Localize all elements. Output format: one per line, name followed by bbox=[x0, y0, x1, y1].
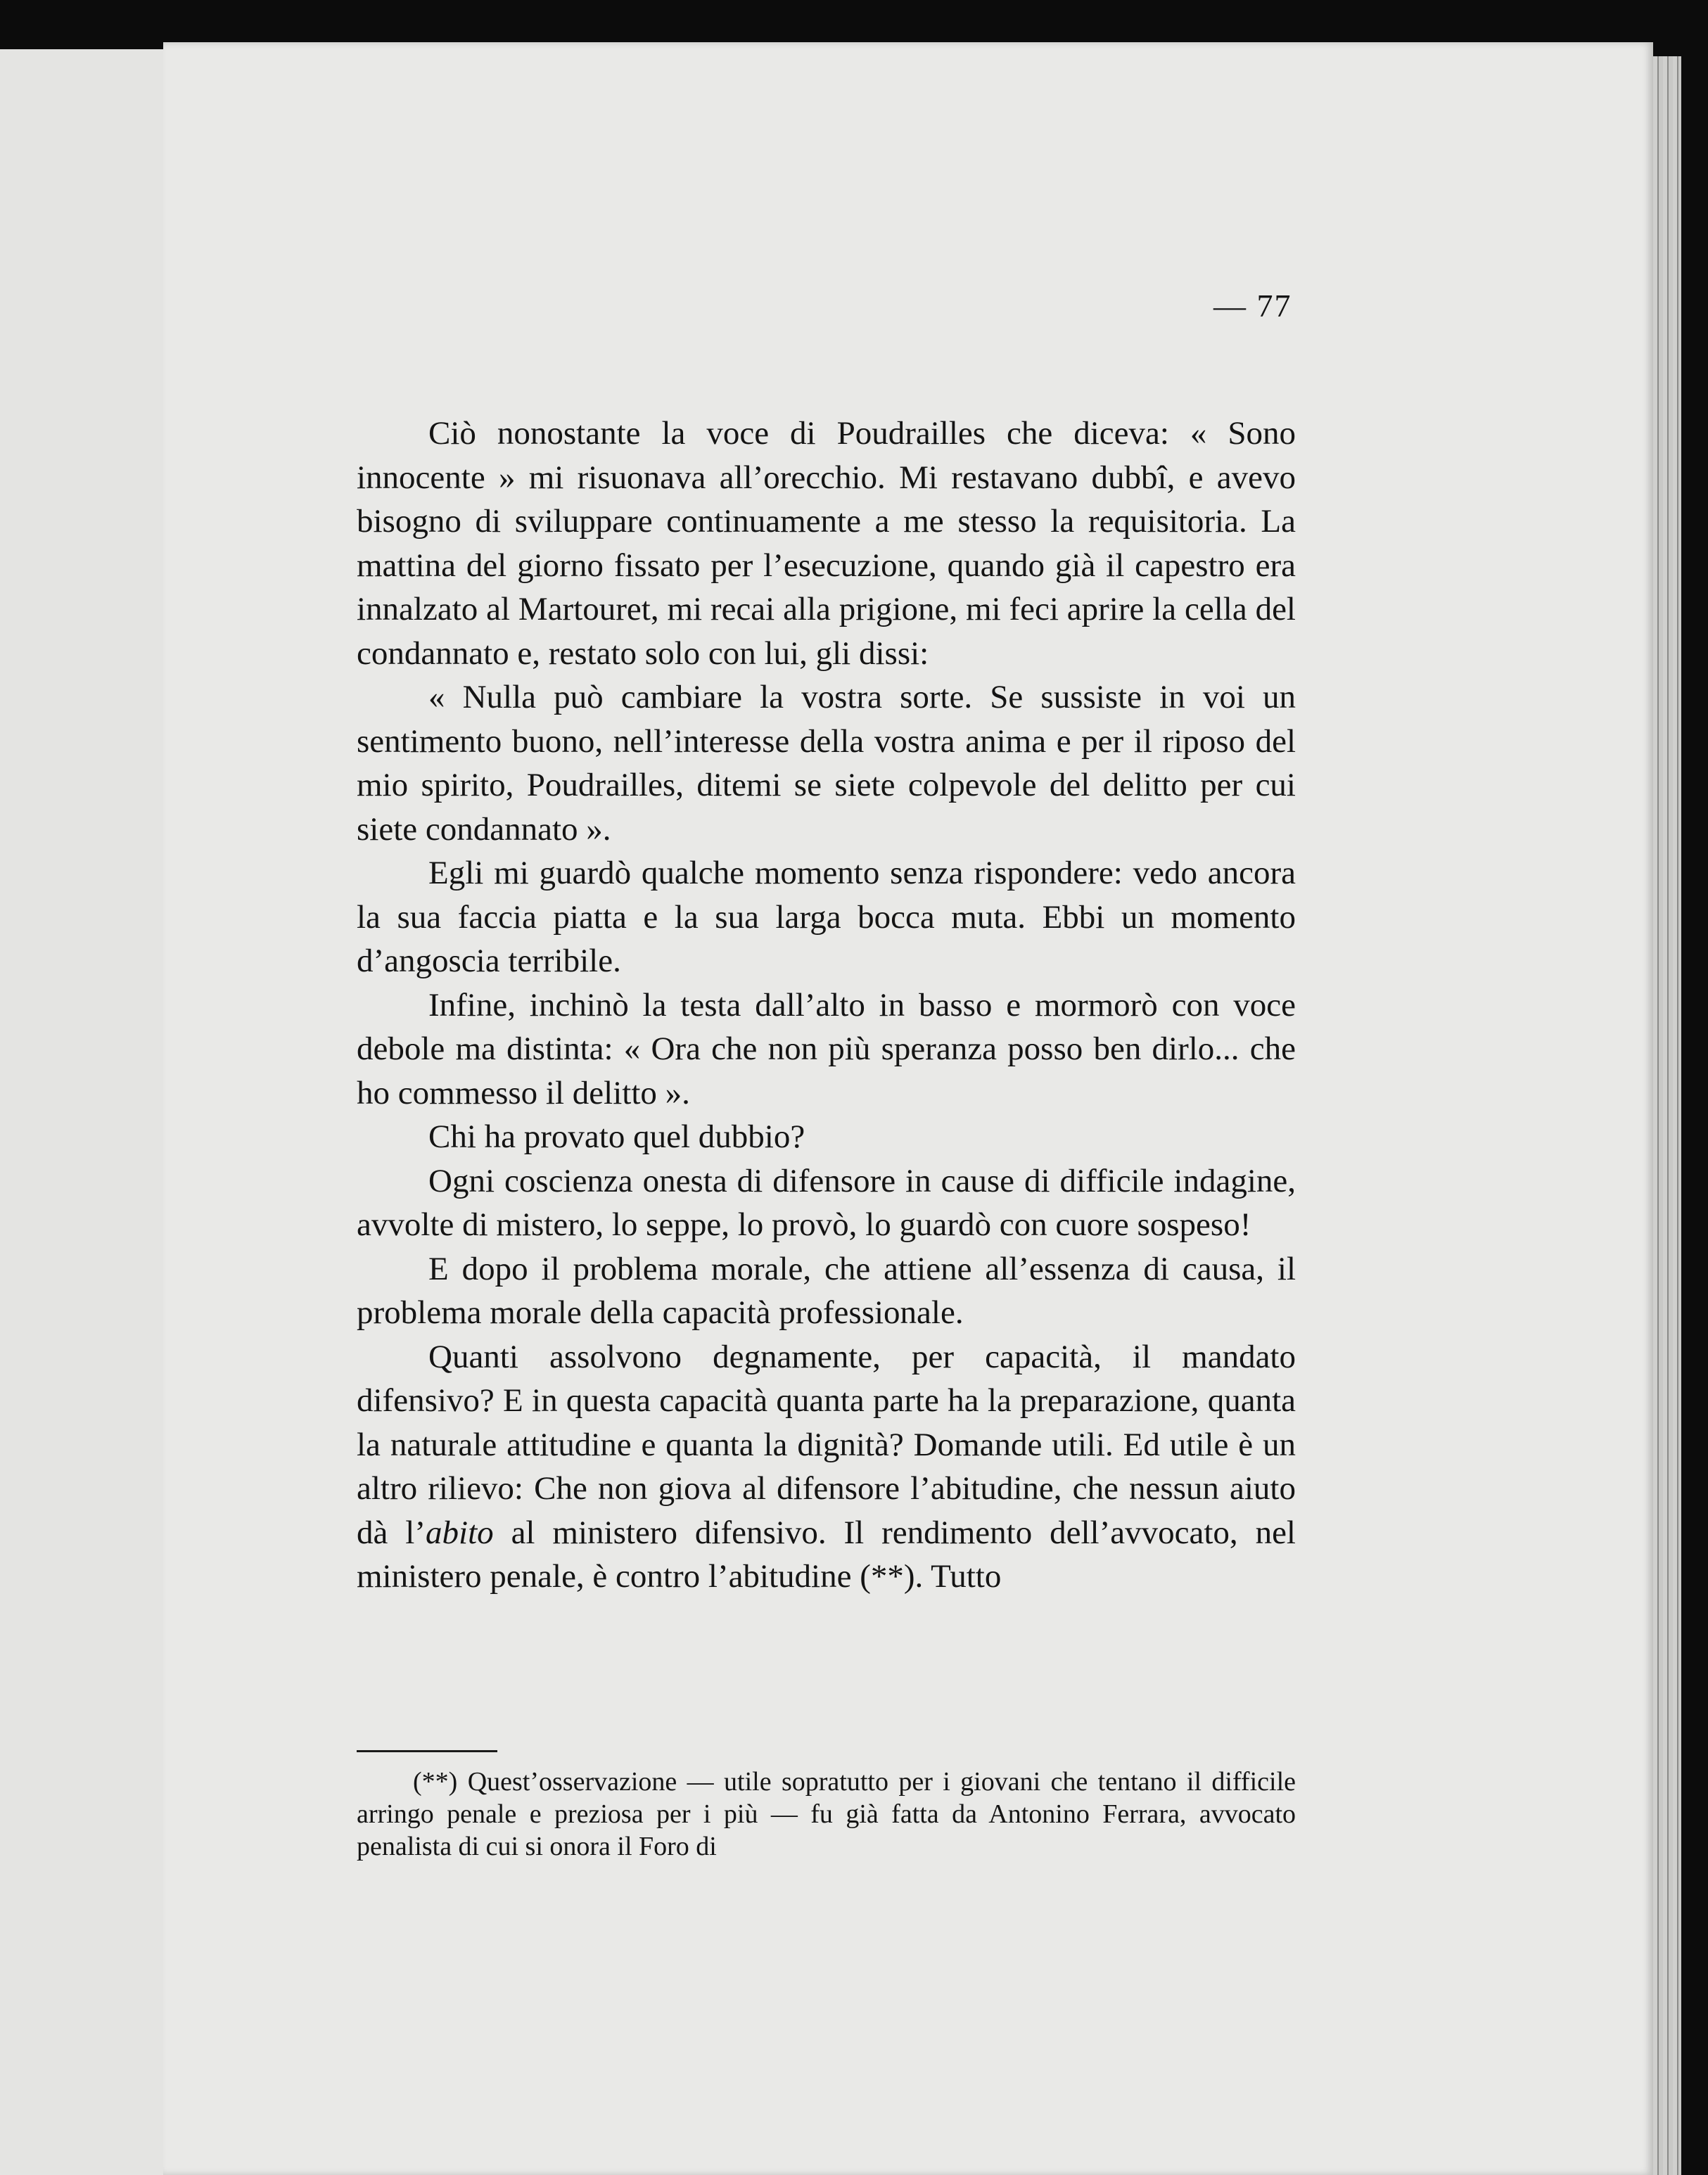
paragraph: « Nulla può cambiare la vostra sorte. Se sussiste in voi un sentimento buono, nell’interesse della vostra anima e per il riposo del mio spirito, Poudrailles, ditemi se siete colpevole del delitto per cui siete condannato ». bbox=[357, 679, 1296, 848]
paragraph: Infine, inchinò la testa dall’alto in basso e mormorò con voce debole ma distinta: « Ora che non più speranza posso ben dirlo... che ho commesso il delitto ». bbox=[357, 986, 1296, 1111]
main-text bbox=[357, 412, 1296, 1599]
facing-page bbox=[0, 49, 165, 2175]
paragraph: Egli mi guardò qualche momento senza rispondere: vedo ancora la sua faccia piatta e la sua larga bocca muta. Ebbi un momento d’angoscia terribile. bbox=[357, 855, 1296, 979]
page-edges bbox=[1653, 56, 1681, 2175]
page-number: — 77 bbox=[1213, 288, 1292, 324]
paragraph: E dopo il problema morale, che attiene all’essenza di causa, il problema morale della capacità professionale. bbox=[357, 1250, 1296, 1331]
footnote: (**) Quest’osservazione — utile sopratutto per i giovani che tentano il difficile arringo penale e preziosa per i più — fu già fatta da Antonino Ferrara, avvocato penalista di cui si onora il Foro di bbox=[357, 1767, 1296, 1861]
paragraph: Ciò nonostante la voce di Poudrailles che diceva: « Sono innocente » mi risuonava all’orecchio. Mi restavano dubbî, e avevo bisogno di sviluppare continuamente a me stesso la requisitoria. La mattina del giorno fissato per l’esecuzione, quando già il capestro era innalzato al Martouret, mi recai alla prigione, mi feci aprire la cella del condannato e, restato solo con lui, gli dissi: bbox=[357, 415, 1296, 672]
paragraph: Ogni coscienza onesta di difensore in cause di difficile indagine, avvolte di mistero, lo seppe, lo provò, lo guardò con cuore sospeso! bbox=[357, 1162, 1296, 1243]
paragraph: Chi ha provato quel dubbio? bbox=[428, 1118, 805, 1155]
paragraph bbox=[357, 1335, 1296, 1599]
text-run: al ministero difensivo. Il rendimento dell’avvocato, nel ministero penale, è contro l’abitudine (**). Tutto bbox=[357, 1514, 1296, 1595]
italic-term: abito bbox=[426, 1514, 494, 1551]
footnote-divider bbox=[357, 1750, 497, 1752]
text-run: Quanti assolvono degnamente, per capacità, il mandato difensivo? E in questa capacità quanta parte ha la preparazione, quanta la naturale attitudine e quanta la dignità? Domande utili. Ed utile è un altro rilievo: Che non giova al difensore l’abitudine, che nessun aiuto dà l’ bbox=[357, 1338, 1296, 1551]
